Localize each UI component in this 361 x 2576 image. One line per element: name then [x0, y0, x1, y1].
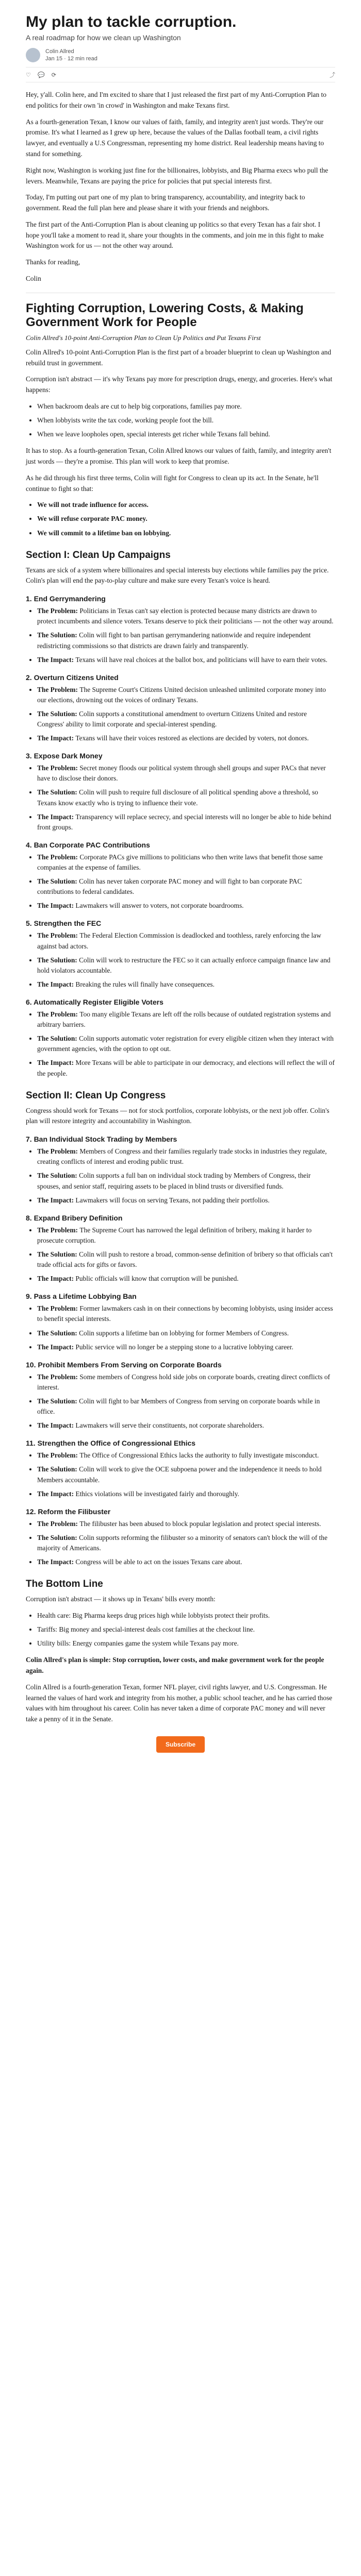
- action-row: [26, 67, 335, 82]
- plan-item-title: 6. Automatically Register Eligible Voters: [26, 998, 163, 1007]
- bottom-heading: The Bottom Line: [26, 1579, 103, 1590]
- bottom-bullets: [26, 1611, 335, 1649]
- plan-item-details: [26, 1225, 335, 1284]
- list-item: • The Problem: Members of Congress and their families regularly trade stocks in industries they regulate, creating conflicts of interest and eroding public trust.: [37, 1146, 335, 1167]
- list-item: • When lobbyists write the tax code, working people foot the bill.: [37, 415, 335, 426]
- plan-item-title: 10. Prohibit Members From Serving on Corporate Boards: [26, 1360, 222, 1369]
- list-item: • The Impact: Congress will be able to act on the issues Texans care about.: [37, 1557, 335, 1567]
- plan-item-details: [26, 1372, 335, 1431]
- list-item: • The Solution: Colin will fight to ban partisan gerrymandering nationwide and require independent redistricting commissions so that districts are drawn fairly and transparently.: [37, 630, 335, 651]
- section2-items: [26, 1135, 335, 1567]
- comment-icon[interactable]: 💬: [37, 72, 45, 78]
- plan-item-details: [26, 606, 335, 665]
- list-item: • Health care: Big Pharma keeps drug prices high while lobbyists protect their profits.: [37, 1611, 335, 1621]
- plan-item-title: 12. Reform the Filibuster: [26, 1507, 111, 1516]
- like-icon[interactable]: ♡: [26, 72, 31, 78]
- list-item: • The Impact: Texans will have their voices restored as elections are decided by voters, not donors.: [37, 733, 335, 743]
- intro-paragraph: The first part of the Anti-Corruption Plan is about cleaning up politics so that every Texan has a fair shot. I hope you'll take a moment to read it, share your thoughts in the comments, and join me in this fight to make Washington work for us — not the other way around.: [26, 220, 324, 250]
- plan-item-details: [26, 1450, 335, 1499]
- list-item: • The Solution: Colin will fight to bar Members of Congress from serving on corporate boards while in office.: [37, 1396, 335, 1417]
- list-item: • The Problem: Former lawmakers cash in on their connections by becoming lobbyists, using insider access to benefit special interests.: [37, 1303, 335, 1324]
- list-item: • The Problem: The filibuster has been abused to block popular legislation and protect special interests.: [37, 1519, 335, 1529]
- intro-paragraph: As a fourth-generation Texan, I know our values of faith, family, and integrity aren't just words. They're our promise. It's what I learned as I grew up here, because the values of the Dallas football team, a civil rights lawyer, and eventually a U.S Congressman, representing my home district. Real leadership means having to stand for something.: [26, 117, 324, 158]
- plan-item-title: 8. Expand Bribery Definition: [26, 1213, 123, 1222]
- plan-closing: As he did through his first three terms, Colin will fight for Congress to clean up its act. In the Senate, he'll continue to fight so that:: [26, 473, 319, 493]
- list-item: • When we leave loopholes open, special interests get richer while Texans fall behind.: [37, 429, 335, 439]
- list-item: • The Solution: Colin has never taken corporate PAC money and will fight to ban corporate PAC contributions to federal candidates.: [37, 876, 335, 897]
- list-item: • The Solution: Colin supports reforming the filibuster so a minority of senators can't block the will of the majority of Americans.: [37, 1533, 335, 1553]
- section2-heading: Section II: Clean Up Congress: [26, 1090, 166, 1101]
- subscribe-button[interactable]: Subscribe: [156, 1736, 205, 1753]
- plan-item-details: [26, 930, 335, 990]
- list-item: • The Problem: Some members of Congress hold side jobs on corporate boards, creating direct conflicts of interest.: [37, 1372, 335, 1393]
- byline: Colin Allred Jan 15 · 12 min read: [26, 48, 335, 63]
- plan-item-details: [26, 852, 335, 911]
- list-item: • The Impact: Lawmakers will answer to voters, not corporate boardrooms.: [37, 901, 335, 911]
- list-item: • The Solution: Colin supports a lifetime ban on lobbying for former Members of Congress.: [37, 1328, 335, 1338]
- read-time: 12 min read: [67, 56, 97, 62]
- signoff-name: Colin: [26, 274, 41, 282]
- bottom-paragraph: Colin Allred's plan is simple: Stop corruption, lower costs, and make government work for the people again.: [26, 1656, 324, 1675]
- list-item: • The Impact: Public officials will know that corruption will be punished.: [37, 1274, 335, 1284]
- list-item: • The Problem: Corporate PACs give millions to politicians who then write laws that benefit those same companies at the expense of families.: [37, 852, 335, 873]
- plan-opening: Corruption isn't abstract — it's why Texans pay more for prescription drugs, energy, and groceries. Here's what happens:: [26, 375, 333, 394]
- plan-item-title: 9. Pass a Lifetime Lobbying Ban: [26, 1292, 137, 1301]
- list-item: • The Problem: The Federal Election Commission is deadlocked and toothless, rarely enforcing the law against bad actors.: [37, 930, 335, 951]
- plan-item-title: 7. Ban Individual Stock Trading by Members: [26, 1135, 177, 1144]
- intro-paragraph: Hey, y'all. Colin here, and I'm excited to share that I just released the first part of my Anti-Corruption Plan to end politics for their own 'in crowd' in Washington and make Texans first.: [26, 91, 326, 109]
- intro-paragraph: Today, I'm putting out part one of my plan to bring transparency, accountability, and integrity back to government. Read the full plan here and please share it with your friends and neighbors.: [26, 193, 305, 212]
- section1-lead: Texans are sick of a system where billionaires and special interests buy elections while families pay the price. Colin's plan will end the pay-to-play culture and make sure every Texan's voice is heard.: [26, 566, 329, 585]
- list-item: • The Solution: Colin supports a constitutional amendment to overturn Citizens United and restore Congress' ability to limit corporate and special-interest spending.: [37, 709, 335, 730]
- list-item: • The Solution: Colin will push to require full disclosure of all political spending above a threshold, so Texans know exactly who is trying to influence their vote.: [37, 787, 335, 808]
- list-item: • The Impact: Breaking the rules will finally have consequences.: [37, 979, 335, 990]
- share-icon[interactable]: ⤴: [330, 72, 335, 79]
- list-item: • The Problem: Too many eligible Texans are left off the rolls because of outdated registration systems and arbitrary barriers.: [37, 1009, 335, 1030]
- list-item: • The Solution: Colin supports automatic voter registration for every eligible citizen when they interact with government agencies, with the option to opt out.: [37, 1033, 335, 1054]
- plan-item-title: 2. Overturn Citizens United: [26, 673, 119, 682]
- plan-item-details: [26, 1519, 335, 1567]
- list-item: • We will commit to a lifetime ban on lobbying.: [37, 528, 335, 538]
- intro-paragraph: Right now, Washington is working just fine for the billionaires, lobbyists, and Big Pharma execs who pull the levers. Meanwhile, Texans are paying the price for policies that put special interests first.: [26, 166, 329, 185]
- plan-closing: It has to stop. As a fourth-generation Texan, Colin Allred knows our values of faith, family, and integrity aren't just words — they're a promise. This plan will work to keep that promise.: [26, 447, 332, 466]
- list-item: • Tariffs: Big money and special-interest deals cost families at the checkout line.: [37, 1624, 335, 1635]
- avatar[interactable]: [26, 48, 40, 62]
- list-item: • The Impact: Texans will have real choices at the ballot box, and politicians will have to earn their votes.: [37, 655, 335, 665]
- restack-icon[interactable]: ⟳: [51, 72, 56, 78]
- promise-list: [26, 500, 335, 538]
- list-item: • The Problem: The Supreme Court has narrowed the legal definition of bribery, making it harder to prosecute corruption.: [37, 1225, 335, 1246]
- list-item: • The Solution: Colin will work to restructure the FEC so it can actually enforce campaign finance law and hold violators accountable.: [37, 955, 335, 976]
- plan-item-title: 4. Ban Corporate PAC Contributions: [26, 840, 150, 849]
- list-item: • The Impact: Lawmakers will focus on serving Texans, not padding their portfolios.: [37, 1195, 335, 1206]
- plan-item-details: [26, 1009, 335, 1079]
- list-item: • The Impact: Lawmakers will serve their constituents, not corporate shareholders.: [37, 1420, 335, 1431]
- plan-item-details: [26, 1303, 335, 1352]
- plan-item-details: [26, 1146, 335, 1206]
- article: [26, 0, 335, 1753]
- list-item: • The Impact: More Texans will be able to participate in our democracy, and elections will reflect the will of the people.: [37, 1058, 335, 1078]
- plan-item-details: [26, 763, 335, 833]
- list-item: • The Impact: Ethics violations will be investigated fairly and thoroughly.: [37, 1489, 335, 1499]
- plan-bullets: [26, 401, 335, 439]
- bottom-paragraph: Colin Allred is a fourth-generation Texan, former NFL player, civil rights lawyer, and U.S. Congressman. He learned the values of hard work and integrity from his mother, a public school teacher, and he has carried those values with him throughout his career. Colin has never taken a dime of corporate PAC money and will never take a penny of it in the Senate.: [26, 1683, 333, 1723]
- plan-item-details: [26, 685, 335, 744]
- list-item: • Utility bills: Energy companies game the system while Texans pay more.: [37, 1638, 335, 1649]
- section2-lead: Congress should work for Texans — not for stock portfolios, corporate lobbyists, or the next job offer. Colin's plan will restore integrity and accountability in Washington.: [26, 1106, 330, 1125]
- list-item: • The Problem: Secret money floods our political system through shell groups and super PACs that never have to disclose their donors.: [37, 763, 335, 784]
- list-item: • The Solution: Colin supports a full ban on individual stock trading by Members of Congress, their spouses, and senior staff, requiring assets to be placed in blind trusts or diversified funds.: [37, 1171, 335, 1191]
- list-item: • When backroom deals are cut to help big corporations, families pay more.: [37, 401, 335, 412]
- list-item: • The Problem: Politicians in Texas can't say election is protected because many districts are drawn to protect incumbents and silence voters. Texans deserve to pick their politicians — not the other way around.: [37, 606, 335, 626]
- page-title: My plan to tackle corruption.: [26, 13, 237, 30]
- list-item: • We will refuse corporate PAC money.: [37, 514, 335, 524]
- list-item: • We will not trade influence for access.: [37, 500, 335, 510]
- plan-item-title: 1. End Gerrymandering: [26, 595, 106, 603]
- section1-items: [26, 595, 335, 1079]
- plan-heading: Fighting Corruption, Lowering Costs, & Making Government Work for People: [26, 301, 304, 330]
- list-item: • The Problem: The Supreme Court's Citizens United decision unleashed unlimited corporate money into our elections, drowning out the voices of ordinary Texans.: [37, 685, 335, 705]
- bottom-lead: Corruption isn't abstract — it shows up in Texans' bills every month:: [26, 1595, 216, 1603]
- plan-item-title: 5. Strengthen the FEC: [26, 919, 102, 928]
- page-subtitle: A real roadmap for how we clean up Washington: [26, 33, 181, 42]
- list-item: • The Impact: Public service will no longer be a stepping stone to a lucrative lobbying career.: [37, 1342, 335, 1352]
- list-item: • The Problem: The Office of Congressional Ethics lacks the authority to fully investigate misconduct.: [37, 1450, 335, 1461]
- list-item: • The Solution: Colin will push to restore a broad, common-sense definition of bribery so that officials can't trade official acts for gifts or favors.: [37, 1249, 335, 1270]
- plan-item-title: 3. Expose Dark Money: [26, 752, 103, 760]
- list-item: • The Solution: Colin will work to give the OCE subpoena power and the independence it needs to hold Members accountable.: [37, 1464, 335, 1485]
- list-item: • The Impact: Transparency will replace secrecy, and special interests will no longer be able to hide behind front groups.: [37, 812, 335, 833]
- plan-caption: Colin Allred's 10-point Anti-Corruption Plan to Clean Up Politics and Put Texans First: [26, 333, 261, 342]
- post-date: Jan 15: [45, 56, 63, 62]
- plan-item-title: 11. Strengthen the Office of Congressional Ethics: [26, 1439, 196, 1448]
- author-name[interactable]: Colin Allred: [45, 48, 74, 55]
- plan-opening: Colin Allred's 10-point Anti-Corruption Plan is the first part of a broader blueprint to clean up Washington and rebuild trust in government.: [26, 348, 332, 367]
- section1-heading: Section I: Clean Up Campaigns: [26, 549, 171, 561]
- signoff: Thanks for reading,: [26, 258, 80, 266]
